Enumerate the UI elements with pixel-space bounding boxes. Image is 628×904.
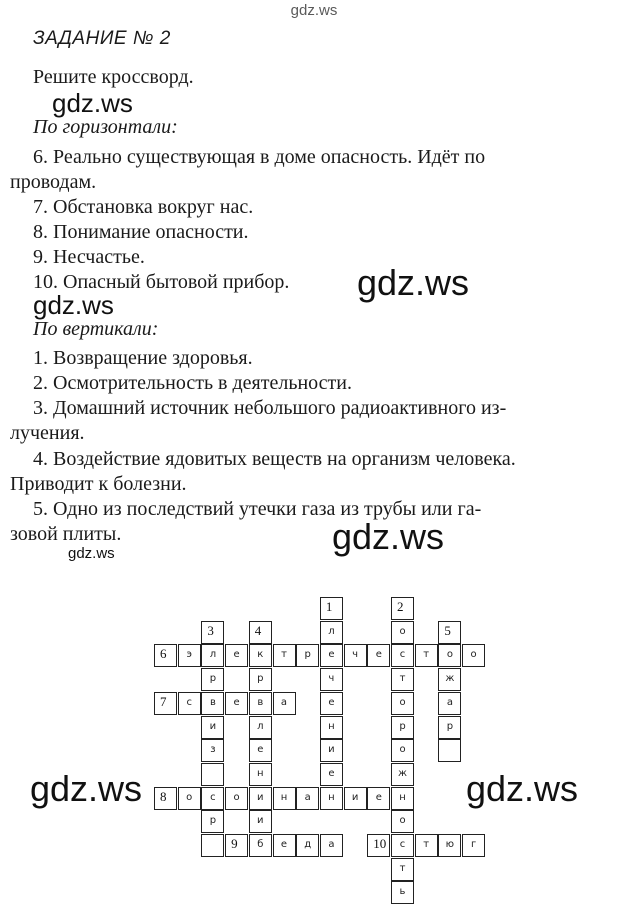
crossword-number: 9 [231,836,238,851]
crossword-cell: о [391,621,414,644]
clue-horizontal-8: 8. Понимание опасности. [33,221,249,243]
crossword-cell: е [320,692,343,715]
horizontal-header: По горизонтали: [33,116,178,138]
crossword-cell: р [201,668,224,691]
crossword-cell: л [320,621,343,644]
crossword-cell: е [225,692,248,715]
crossword-cell: в [249,692,272,715]
clue-vertical-5-cont: зовой плиты. [10,523,122,545]
crossword-cell: е [225,644,248,667]
crossword-number: 1 [325,599,333,614]
crossword-number: 10 [373,836,387,851]
watermark: gdz.ws [466,768,579,809]
crossword-cell: о [462,644,485,667]
crossword-cell: э [178,644,201,667]
crossword-cell: с [391,644,414,667]
crossword-cell: т [415,644,438,667]
crossword-cell: и [344,787,367,810]
crossword-cell: в [201,692,224,715]
crossword-cell: н [391,787,414,810]
crossword-cell: р [296,644,319,667]
crossword-cell: ч [320,668,343,691]
watermark: gdz.ws [30,768,143,809]
crossword-cell: г [462,834,485,857]
watermark-top: gdz.ws [290,2,338,19]
clue-horizontal-7: 7. Обстановка вокруг нас. [33,196,254,218]
clue-horizontal-9: 9. Несчастье. [33,246,145,268]
crossword-cell: ч [344,644,367,667]
crossword-cell: ю [438,834,461,857]
crossword-cell: с [391,834,414,857]
clue-vertical-3: 3. Домашний источник небольшого радиоактивного из- [33,397,507,419]
crossword-cell: н [273,787,296,810]
crossword-cell: ж [391,763,414,786]
watermark: gdz.ws [332,516,445,557]
clue-horizontal-10: 10. Опасный бытовой прибор. [33,271,290,293]
crossword-cell: а [320,834,343,857]
crossword-cell: о [178,787,201,810]
crossword-cell: н [320,787,343,810]
crossword-cell: р [249,668,272,691]
instruction-text: Решите кроссворд. [33,66,194,88]
crossword-number: 6 [160,646,167,662]
crossword-cell: р [391,716,414,739]
crossword-cell: с [201,787,224,810]
crossword-cell: ж [438,668,461,691]
crossword-cell: л [249,716,272,739]
crossword-number: 7 [160,693,167,709]
clue-vertical-2: 2. Осмотрительность в деятельности. [33,372,352,394]
watermark: gdz.ws [68,545,115,562]
crossword-cell: н [249,763,272,786]
crossword-cell: и [320,739,343,762]
crossword-cell: е [320,644,343,667]
crossword-cell: и [249,810,272,833]
crossword-cell: т [391,858,414,881]
crossword-cell [438,739,461,762]
crossword-cell: а [296,787,319,810]
crossword-cell: с [178,692,201,715]
clue-horizontal-6: 6. Реально существующая в доме опасность. Идёт по [33,146,486,168]
crossword-number: 3 [207,622,214,638]
crossword-cell: т [273,644,296,667]
crossword-cell: а [438,692,461,715]
crossword-cell: о [391,810,414,833]
clue-vertical-4: 4. Воздействие ядовитых веществ на организм человека. [33,448,516,470]
clue-vertical-5: 5. Одно из последствий утечки газа из трубы или га- [33,498,482,520]
crossword-cell: т [391,668,414,691]
crossword-cell: е [367,644,390,667]
clue-vertical-3-cont: лучения. [10,422,85,444]
crossword-number: 5 [444,622,451,638]
crossword-cell: о [438,644,461,667]
crossword-cell: а [273,692,296,715]
crossword-cell: о [391,692,414,715]
crossword-number: 2 [397,599,404,614]
crossword-cell: е [320,763,343,786]
crossword-cell: и [201,716,224,739]
crossword-cell: к [249,644,272,667]
clue-vertical-4-cont: Приводит к болезни. [10,473,187,495]
crossword-cell: л [201,644,224,667]
watermark: gdz.ws [357,262,470,303]
watermark: gdz.ws [52,88,133,118]
clue-vertical-1: 1. Возвращение здоровья. [33,347,253,369]
crossword-cell: о [225,787,248,810]
watermark: gdz.ws [33,290,114,320]
crossword-cell: б [249,834,272,857]
crossword-cell: т [415,834,438,857]
crossword-number: 4 [254,622,262,638]
crossword-cell [201,834,224,857]
crossword-cell: з [201,739,224,762]
crossword-cell: и [249,787,272,810]
crossword-cell: е [367,787,390,810]
crossword-number: 8 [160,788,167,804]
crossword-cell: н [320,716,343,739]
crossword-cell [201,763,224,786]
clue-horizontal-6-cont: проводам. [10,171,97,193]
task-title: ЗАДАНИЕ № 2 [33,28,171,49]
crossword-cell: ь [391,881,414,904]
crossword-cell: о [391,739,414,762]
crossword-cell: д [296,834,319,857]
crossword-cell: р [201,810,224,833]
crossword-cell: е [273,834,296,857]
vertical-header: По вертикали: [33,318,159,340]
crossword-cell: е [249,739,272,762]
crossword-cell: р [438,716,461,739]
